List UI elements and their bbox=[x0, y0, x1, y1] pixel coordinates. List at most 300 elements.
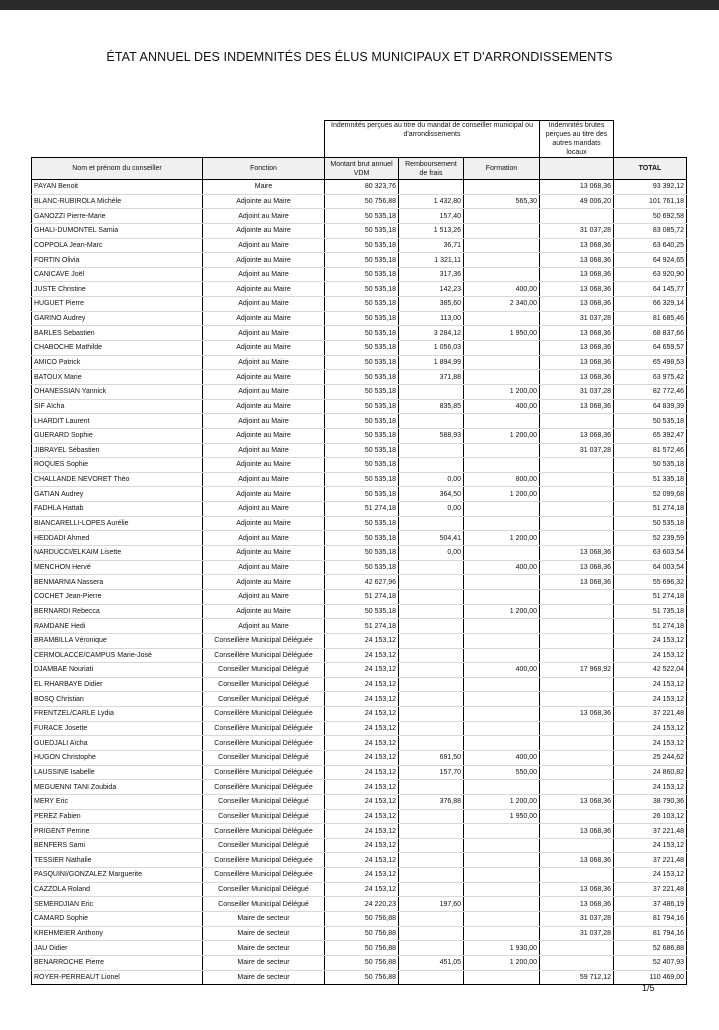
cell-total: 68 837,66 bbox=[614, 326, 687, 341]
cell-total: 52 686,88 bbox=[614, 941, 687, 956]
table-row bbox=[32, 926, 687, 941]
table-row bbox=[32, 194, 687, 209]
cell-autres-mandats bbox=[540, 619, 614, 634]
cell-autres-mandats: 13 068,36 bbox=[540, 428, 614, 443]
cell-montant: 50 535,18 bbox=[325, 531, 399, 546]
cell-formation bbox=[464, 926, 540, 941]
cell-nom: ROYER-PERREAUT Lionel bbox=[32, 970, 203, 985]
cell-remboursement bbox=[399, 721, 464, 736]
header-total: TOTAL bbox=[614, 158, 687, 180]
cell-montant: 24 153,12 bbox=[325, 882, 399, 897]
cell-nom: LAUSSINE Isabelle bbox=[32, 765, 203, 780]
cell-nom: BATOUX Marie bbox=[32, 370, 203, 385]
table-row bbox=[32, 838, 687, 853]
cell-fonction: Conseillère Municipal Déléguée bbox=[203, 765, 325, 780]
cell-nom: FURACE Josette bbox=[32, 721, 203, 736]
cell-montant: 50 535,18 bbox=[325, 341, 399, 356]
table-row bbox=[32, 267, 687, 282]
cell-fonction: Conseillère Municipal Déléguée bbox=[203, 824, 325, 839]
cell-total: 24 153,12 bbox=[614, 868, 687, 883]
cell-fonction: Adjointe au Maire bbox=[203, 311, 325, 326]
cell-montant: 50 535,18 bbox=[325, 370, 399, 385]
cell-nom: SIF Aïcha bbox=[32, 399, 203, 414]
cell-remboursement bbox=[399, 575, 464, 590]
cell-formation bbox=[464, 341, 540, 356]
cell-montant: 50 756,88 bbox=[325, 970, 399, 985]
cell-total: 51 735,18 bbox=[614, 604, 687, 619]
cell-remboursement: 1 432,80 bbox=[399, 194, 464, 209]
cell-montant: 24 153,12 bbox=[325, 809, 399, 824]
cell-autres-mandats: 13 068,36 bbox=[540, 238, 614, 253]
cell-autres-mandats: 13 068,36 bbox=[540, 546, 614, 561]
cell-nom: CANICAVE Joël bbox=[32, 267, 203, 282]
table-row bbox=[32, 736, 687, 751]
table-row bbox=[32, 824, 687, 839]
cell-remboursement: 504,41 bbox=[399, 531, 464, 546]
cell-montant: 24 153,12 bbox=[325, 692, 399, 707]
table-row bbox=[32, 370, 687, 385]
cell-formation bbox=[464, 677, 540, 692]
cell-fonction: Conseillère Municipal Déléguée bbox=[203, 868, 325, 883]
cell-fonction: Adjoint au Maire bbox=[203, 619, 325, 634]
cell-total: 50 535,18 bbox=[614, 414, 687, 429]
table-row bbox=[32, 399, 687, 414]
cell-total: 24 153,12 bbox=[614, 677, 687, 692]
cell-formation: 400,00 bbox=[464, 399, 540, 414]
cell-montant: 50 756,88 bbox=[325, 926, 399, 941]
cell-remboursement bbox=[399, 809, 464, 824]
cell-total: 26 103,12 bbox=[614, 809, 687, 824]
cell-autres-mandats bbox=[540, 604, 614, 619]
table-row bbox=[32, 458, 687, 473]
table-row bbox=[32, 384, 687, 399]
cell-formation bbox=[464, 692, 540, 707]
cell-nom: CAZZOLA Roland bbox=[32, 882, 203, 897]
cell-fonction: Adjointe au Maire bbox=[203, 399, 325, 414]
table-row bbox=[32, 223, 687, 238]
cell-remboursement bbox=[399, 560, 464, 575]
header-nom: Nom et prénom du conseiller bbox=[32, 158, 203, 180]
cell-nom: JAU Didier bbox=[32, 941, 203, 956]
cell-montant: 50 535,18 bbox=[325, 384, 399, 399]
cell-remboursement: 142,23 bbox=[399, 282, 464, 297]
cell-fonction: Adjointe au Maire bbox=[203, 194, 325, 209]
document-title: ÉTAT ANNUEL DES INDEMNITÉS DES ÉLUS MUNICIPAUX ET D'ARRONDISSEMENTS bbox=[106, 50, 613, 64]
cell-remboursement bbox=[399, 604, 464, 619]
cell-fonction: Adjointe au Maire bbox=[203, 458, 325, 473]
table-row bbox=[32, 516, 687, 531]
top-bar bbox=[0, 0, 719, 10]
cell-autres-mandats bbox=[540, 209, 614, 224]
table-row bbox=[32, 575, 687, 590]
cell-formation bbox=[464, 912, 540, 927]
cell-remboursement: 113,00 bbox=[399, 311, 464, 326]
cell-fonction: Adjointe au Maire bbox=[203, 282, 325, 297]
cell-fonction: Adjoint au Maire bbox=[203, 414, 325, 429]
cell-remboursement bbox=[399, 619, 464, 634]
cell-fonction: Conseiller Municipal Délégué bbox=[203, 663, 325, 678]
cell-remboursement bbox=[399, 736, 464, 751]
cell-fonction: Conseiller Municipal Délégué bbox=[203, 692, 325, 707]
cell-autres-mandats bbox=[540, 721, 614, 736]
cell-fonction: Conseiller Municipal Délégué bbox=[203, 809, 325, 824]
cell-nom: SEMERDJIAN Eric bbox=[32, 897, 203, 912]
table-row bbox=[32, 560, 687, 575]
cell-total: 50 692,58 bbox=[614, 209, 687, 224]
cell-formation bbox=[464, 458, 540, 473]
cell-montant: 50 535,18 bbox=[325, 604, 399, 619]
cell-total: 25 244,62 bbox=[614, 750, 687, 765]
cell-total: 52 407,93 bbox=[614, 955, 687, 970]
cell-autres-mandats: 13 068,36 bbox=[540, 707, 614, 722]
cell-total: 24 153,12 bbox=[614, 648, 687, 663]
table-row bbox=[32, 970, 687, 985]
cell-formation: 1 200,00 bbox=[464, 955, 540, 970]
cell-autres-mandats: 13 068,36 bbox=[540, 853, 614, 868]
table-body bbox=[32, 180, 687, 985]
cell-fonction: Adjoint au Maire bbox=[203, 209, 325, 224]
cell-nom: AMICO Patrick bbox=[32, 355, 203, 370]
cell-autres-mandats: 13 068,36 bbox=[540, 897, 614, 912]
cell-autres-mandats bbox=[540, 472, 614, 487]
table-row bbox=[32, 443, 687, 458]
table-row bbox=[32, 941, 687, 956]
header-autres-mandats bbox=[540, 158, 614, 180]
cell-nom: BARLES Sebastien bbox=[32, 326, 203, 341]
cell-total: 37 221,48 bbox=[614, 707, 687, 722]
cell-total: 64 924,65 bbox=[614, 253, 687, 268]
cell-remboursement bbox=[399, 180, 464, 195]
cell-total: 63 640,25 bbox=[614, 238, 687, 253]
cell-fonction: Adjoint au Maire bbox=[203, 443, 325, 458]
table-row bbox=[32, 326, 687, 341]
cell-montant: 50 535,18 bbox=[325, 516, 399, 531]
cell-formation: 1 930,00 bbox=[464, 941, 540, 956]
cell-total: 50 535,18 bbox=[614, 516, 687, 531]
cell-autres-mandats: 13 068,36 bbox=[540, 180, 614, 195]
cell-montant: 50 535,18 bbox=[325, 326, 399, 341]
cell-total: 63 975,42 bbox=[614, 370, 687, 385]
cell-total: 42 522,04 bbox=[614, 663, 687, 678]
cell-fonction: Adjointe au Maire bbox=[203, 253, 325, 268]
cell-autres-mandats bbox=[540, 648, 614, 663]
cell-remboursement: 157,70 bbox=[399, 765, 464, 780]
cell-nom: JUSTE Christine bbox=[32, 282, 203, 297]
cell-remboursement: 588,93 bbox=[399, 428, 464, 443]
cell-formation: 1 200,00 bbox=[464, 794, 540, 809]
cell-montant: 80 323,76 bbox=[325, 180, 399, 195]
cell-montant: 50 535,18 bbox=[325, 355, 399, 370]
cell-autres-mandats bbox=[540, 458, 614, 473]
cell-fonction: Conseillère Municipal Déléguée bbox=[203, 707, 325, 722]
cell-montant: 50 535,18 bbox=[325, 253, 399, 268]
header-fonction: Fonction bbox=[203, 158, 325, 180]
table-row bbox=[32, 341, 687, 356]
cell-total: 24 153,12 bbox=[614, 633, 687, 648]
cell-total: 81 794,16 bbox=[614, 926, 687, 941]
cell-fonction: Maire de secteur bbox=[203, 941, 325, 956]
cell-formation bbox=[464, 721, 540, 736]
cell-montant: 50 535,18 bbox=[325, 546, 399, 561]
cell-autres-mandats: 31 037,28 bbox=[540, 926, 614, 941]
cell-remboursement bbox=[399, 384, 464, 399]
table-row bbox=[32, 633, 687, 648]
cell-remboursement: 317,36 bbox=[399, 267, 464, 282]
cell-fonction: Maire de secteur bbox=[203, 970, 325, 985]
cell-fonction: Conseillère Municipal Déléguée bbox=[203, 633, 325, 648]
cell-nom: TESSIER Nathalie bbox=[32, 853, 203, 868]
cell-formation: 2 340,00 bbox=[464, 297, 540, 312]
cell-autres-mandats: 17 968,92 bbox=[540, 663, 614, 678]
cell-nom: NARDUCCI/ELKAIM Lisette bbox=[32, 546, 203, 561]
cell-total: 24 860,82 bbox=[614, 765, 687, 780]
cell-montant: 50 535,18 bbox=[325, 487, 399, 502]
cell-total: 51 274,18 bbox=[614, 619, 687, 634]
cell-remboursement: 376,88 bbox=[399, 794, 464, 809]
cell-nom: BERNARDI Rebecca bbox=[32, 604, 203, 619]
table-row bbox=[32, 619, 687, 634]
table-row bbox=[32, 297, 687, 312]
cell-fonction: Conseillère Municipal Déléguée bbox=[203, 648, 325, 663]
cell-fonction: Adjoint au Maire bbox=[203, 502, 325, 517]
cell-nom: FADHLA Hattab bbox=[32, 502, 203, 517]
cell-nom: PAYAN Benoit bbox=[32, 180, 203, 195]
cell-nom: GANOZZI Pierre-Marie bbox=[32, 209, 203, 224]
cell-nom: BOSQ Christian bbox=[32, 692, 203, 707]
cell-montant: 24 153,12 bbox=[325, 663, 399, 678]
cell-fonction: Adjointe au Maire bbox=[203, 516, 325, 531]
cell-fonction: Maire de secteur bbox=[203, 926, 325, 941]
cell-remboursement bbox=[399, 414, 464, 429]
cell-autres-mandats: 13 068,36 bbox=[540, 297, 614, 312]
cell-total: 65 392,47 bbox=[614, 428, 687, 443]
cell-montant: 50 535,18 bbox=[325, 297, 399, 312]
cell-autres-mandats: 31 037,28 bbox=[540, 443, 614, 458]
cell-nom: BRAMBILLA Véronique bbox=[32, 633, 203, 648]
table-row bbox=[32, 853, 687, 868]
cell-remboursement: 691,50 bbox=[399, 750, 464, 765]
table-row bbox=[32, 428, 687, 443]
cell-nom: COCHET Jean-Pierre bbox=[32, 589, 203, 604]
cell-autres-mandats bbox=[540, 589, 614, 604]
cell-total: 81 794,16 bbox=[614, 912, 687, 927]
cell-total: 38 790,36 bbox=[614, 794, 687, 809]
cell-autres-mandats: 13 068,36 bbox=[540, 399, 614, 414]
cell-formation bbox=[464, 897, 540, 912]
cell-autres-mandats: 13 068,36 bbox=[540, 326, 614, 341]
cell-montant: 24 153,12 bbox=[325, 765, 399, 780]
cell-total: 52 239,59 bbox=[614, 531, 687, 546]
cell-montant: 24 153,12 bbox=[325, 648, 399, 663]
cell-remboursement: 36,71 bbox=[399, 238, 464, 253]
header-remboursement: Remboursement de frais bbox=[399, 158, 464, 180]
table-row bbox=[32, 897, 687, 912]
cell-montant: 50 535,18 bbox=[325, 223, 399, 238]
table-row bbox=[32, 794, 687, 809]
cell-fonction: Adjoint au Maire bbox=[203, 326, 325, 341]
cell-montant: 51 274,18 bbox=[325, 502, 399, 517]
cell-nom: MENCHON Hervé bbox=[32, 560, 203, 575]
cell-total: 24 153,12 bbox=[614, 838, 687, 853]
group-header-autres: Indemnités brutes perçues au titre des autres mandats locaux bbox=[540, 121, 614, 158]
cell-fonction: Maire bbox=[203, 180, 325, 195]
cell-montant: 50 535,18 bbox=[325, 560, 399, 575]
cell-total: 63 920,90 bbox=[614, 267, 687, 282]
cell-total: 81 572,46 bbox=[614, 443, 687, 458]
table-row bbox=[32, 765, 687, 780]
cell-montant: 24 153,12 bbox=[325, 707, 399, 722]
cell-total: 64 659,57 bbox=[614, 341, 687, 356]
table-row bbox=[32, 355, 687, 370]
cell-formation bbox=[464, 589, 540, 604]
cell-fonction: Conseiller Municipal Délégué bbox=[203, 838, 325, 853]
cell-total: 55 696,32 bbox=[614, 575, 687, 590]
cell-remboursement: 3 284,12 bbox=[399, 326, 464, 341]
cell-autres-mandats: 13 068,36 bbox=[540, 370, 614, 385]
cell-fonction: Adjoint au Maire bbox=[203, 589, 325, 604]
cell-fonction: Adjoint au Maire bbox=[203, 384, 325, 399]
cell-autres-mandats bbox=[540, 941, 614, 956]
cell-fonction: Adjointe au Maire bbox=[203, 604, 325, 619]
cell-total: 24 153,12 bbox=[614, 721, 687, 736]
cell-montant: 50 535,18 bbox=[325, 472, 399, 487]
cell-autres-mandats bbox=[540, 868, 614, 883]
cell-formation bbox=[464, 648, 540, 663]
cell-fonction: Adjoint au Maire bbox=[203, 560, 325, 575]
cell-total: 24 153,12 bbox=[614, 780, 687, 795]
table-row bbox=[32, 502, 687, 517]
cell-nom: CAMARD Sophie bbox=[32, 912, 203, 927]
cell-nom: GUEDJALI Aïcha bbox=[32, 736, 203, 751]
cell-formation bbox=[464, 868, 540, 883]
cell-remboursement: 1 056,03 bbox=[399, 341, 464, 356]
cell-autres-mandats: 13 068,36 bbox=[540, 794, 614, 809]
cell-formation bbox=[464, 619, 540, 634]
table-row bbox=[32, 282, 687, 297]
cell-fonction: Adjointe au Maire bbox=[203, 370, 325, 385]
table-row bbox=[32, 648, 687, 663]
cell-formation bbox=[464, 238, 540, 253]
cell-formation: 1 200,00 bbox=[464, 384, 540, 399]
cell-remboursement bbox=[399, 633, 464, 648]
cell-nom: OHANESSIAN Yannick bbox=[32, 384, 203, 399]
cell-autres-mandats bbox=[540, 750, 614, 765]
cell-montant: 24 220,23 bbox=[325, 897, 399, 912]
cell-autres-mandats: 49 006,20 bbox=[540, 194, 614, 209]
cell-remboursement bbox=[399, 692, 464, 707]
cell-autres-mandats: 13 068,36 bbox=[540, 253, 614, 268]
cell-formation bbox=[464, 355, 540, 370]
cell-montant: 50 535,18 bbox=[325, 311, 399, 326]
table-row bbox=[32, 707, 687, 722]
cell-autres-mandats: 31 037,28 bbox=[540, 384, 614, 399]
table-row bbox=[32, 531, 687, 546]
table-row bbox=[32, 546, 687, 561]
cell-remboursement bbox=[399, 853, 464, 868]
cell-remboursement: 0,00 bbox=[399, 502, 464, 517]
cell-formation: 1 950,00 bbox=[464, 326, 540, 341]
cell-autres-mandats: 31 037,28 bbox=[540, 912, 614, 927]
cell-remboursement: 1 894,99 bbox=[399, 355, 464, 370]
column-header-row bbox=[32, 158, 687, 180]
cell-remboursement bbox=[399, 648, 464, 663]
cell-remboursement: 385,60 bbox=[399, 297, 464, 312]
cell-fonction: Adjoint au Maire bbox=[203, 472, 325, 487]
cell-nom: CERMOLACCE/CAMPUS Marie-José bbox=[32, 648, 203, 663]
cell-formation: 400,00 bbox=[464, 750, 540, 765]
cell-nom: CHABOCHE Mathilde bbox=[32, 341, 203, 356]
cell-nom: LHARDIT Laurent bbox=[32, 414, 203, 429]
cell-total: 52 099,68 bbox=[614, 487, 687, 502]
cell-fonction: Conseiller Municipal Délégué bbox=[203, 750, 325, 765]
cell-montant: 50 756,88 bbox=[325, 941, 399, 956]
cell-remboursement bbox=[399, 516, 464, 531]
cell-fonction: Conseillère Municipal Déléguée bbox=[203, 853, 325, 868]
cell-nom: BENARROCHE Pierre bbox=[32, 955, 203, 970]
cell-fonction: Maire de secteur bbox=[203, 912, 325, 927]
cell-remboursement bbox=[399, 780, 464, 795]
cell-nom: GHALI-DUMONTEL Samia bbox=[32, 223, 203, 238]
cell-formation bbox=[464, 502, 540, 517]
cell-autres-mandats: 13 068,36 bbox=[540, 341, 614, 356]
cell-fonction: Conseiller Municipal Délégué bbox=[203, 882, 325, 897]
cell-autres-mandats bbox=[540, 736, 614, 751]
table-row bbox=[32, 472, 687, 487]
cell-autres-mandats: 13 068,36 bbox=[540, 882, 614, 897]
cell-total: 63 603,54 bbox=[614, 546, 687, 561]
cell-autres-mandats: 13 068,36 bbox=[540, 575, 614, 590]
cell-total: 64 839,39 bbox=[614, 399, 687, 414]
cell-fonction: Conseillère Municipal Déléguée bbox=[203, 780, 325, 795]
cell-autres-mandats: 31 037,28 bbox=[540, 223, 614, 238]
table-row bbox=[32, 238, 687, 253]
cell-total: 37 221,48 bbox=[614, 882, 687, 897]
cell-remboursement bbox=[399, 707, 464, 722]
cell-remboursement bbox=[399, 926, 464, 941]
cell-fonction: Conseiller Municipal Délégué bbox=[203, 897, 325, 912]
cell-formation: 1 200,00 bbox=[464, 428, 540, 443]
table-row bbox=[32, 663, 687, 678]
cell-montant: 50 535,18 bbox=[325, 414, 399, 429]
cell-remboursement bbox=[399, 663, 464, 678]
table-row bbox=[32, 868, 687, 883]
table-row bbox=[32, 882, 687, 897]
cell-autres-mandats bbox=[540, 414, 614, 429]
cell-formation bbox=[464, 516, 540, 531]
cell-formation bbox=[464, 443, 540, 458]
group-header-row bbox=[32, 121, 687, 158]
cell-formation: 800,00 bbox=[464, 472, 540, 487]
cell-montant: 50 535,18 bbox=[325, 428, 399, 443]
cell-nom: PASQUINI/GONZALEZ Marguerite bbox=[32, 868, 203, 883]
table-row bbox=[32, 604, 687, 619]
cell-remboursement bbox=[399, 824, 464, 839]
header-montant: Montant brut annuel VDM bbox=[325, 158, 399, 180]
cell-nom: HUGUET Pierre bbox=[32, 297, 203, 312]
table-row bbox=[32, 253, 687, 268]
cell-total: 51 274,18 bbox=[614, 502, 687, 517]
cell-montant: 24 153,12 bbox=[325, 721, 399, 736]
cell-fonction: Adjoint au Maire bbox=[203, 238, 325, 253]
cell-montant: 24 153,12 bbox=[325, 824, 399, 839]
cell-fonction: Adjoint au Maire bbox=[203, 531, 325, 546]
cell-nom: BLANC-RUBIROLA Michèle bbox=[32, 194, 203, 209]
table-row bbox=[32, 721, 687, 736]
cell-nom: COPPOLA Jean-Marc bbox=[32, 238, 203, 253]
cell-formation bbox=[464, 223, 540, 238]
cell-montant: 50 535,18 bbox=[325, 282, 399, 297]
cell-nom: PRIGENT Perrine bbox=[32, 824, 203, 839]
